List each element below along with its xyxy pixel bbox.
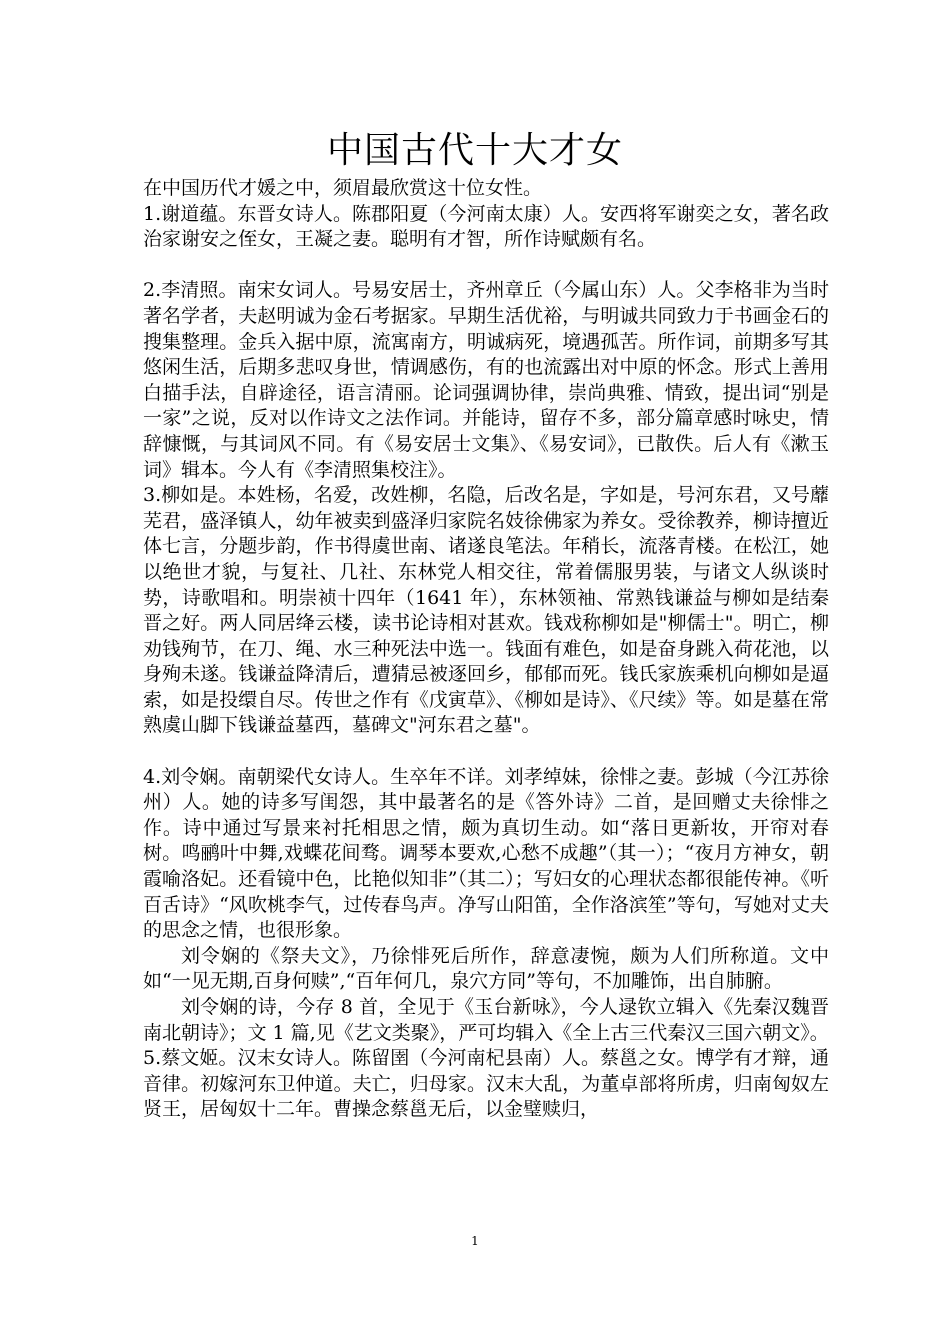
paragraph-liu-lingxian-works: 刘令娴的诗，今存 8 首，全见于《玉台新咏》，今人逯钦立辑入《先秦汉魏晋南北朝诗》；文 1 篇,见《艺文类聚》，严可均辑入《全上古三代秦汉三国六朝文》。 [143,996,829,1044]
paragraph-liu-lingxian: 4.刘令娴。南朝梁代女诗人。生卒年不详。刘孝绰妹，徐悱之妻。彭城（今江苏徐州）人。她的诗多写闺怨，其中最著名的是《答外诗》二首，是回赠丈夫徐悱之作。诗中通过写景来衬托相思之情，颇为真切生动。如“落日更新妆，开帘对春树。鸣鹂叶中舞,戏蝶花间骛。调琴本要欢,心愁不成趣”（其一）；“夜月方神女，朝霞喻洛妃。还看镜中色，比艳似知非”（其二）；写妇女的心理状态都很能传神。《听百舌诗》“风吹桃李气，过传春鸟声。净写山阳笛，全作洛滨笙”等句，写她对丈夫的思念之情，也很形象。 [143,765,829,942]
page-number: 1 [471,1234,479,1248]
page-subtitle: 在中国历代才媛之中，须眉最欣赏这十位女性。 [143,177,543,199]
paragraph-spacer [143,739,829,765]
paragraph-xie-daoyun: 1.谢道蕴。东晋女诗人。陈郡阳夏（今河南太康）人。安西将军谢奕之女，著名政治家谢安之侄女，王凝之妻。聪明有才智，所作诗赋颇有名。 [143,202,829,251]
paragraph-cai-wenji: 5.蔡文姬。汉末女诗人。陈留圉（今河南杞县南）人。蔡邕之女。博学有才辩，通音律。初嫁河东卫仲道。夫亡，归母家。汉末大乱，为董卓部将所虏，归南匈奴左贤王，居匈奴十二年。曹操念蔡邕无后，以金璧赎归， [143,1047,829,1121]
paragraph-liu-lingxian-jifuwen: 刘令娴的《祭夫文》，乃徐悱死后所作，辞意凄惋，颇为人们所称道。文中如“一见无期,百身何赎”,“百年何几，泉穴方同”等句，不加雕饰，出自肺腑。 [143,944,829,993]
document-body [143,176,829,1123]
paragraph-spacer [143,253,829,279]
paragraph-li-qingzhao: 2.李清照。南宋女词人。号易安居士，齐州章丘（今属山东）人。父李格非为当时著名学者，夫赵明诚为金石考据家。早期生活优裕，与明诚共同致力于书画金石的搜集整理。金兵入据中原，流寓南方，明诚病死，境遇孤苦。所作词，前期多写其悠闲生活，后期多悲叹身世，情调感伤，有的也流露出对中原的怀念。形式上善用白描手法，自辟途径，语言清丽。论词强调协律，崇尚典雅、情致，提出词“别是一家”之说，反对以作诗文之法作词。并能诗，留存不多，部分篇章感时咏史，情辞慷慨，与其词风不同。有《易安居士文集》、《易安词》，已散佚。后人有《漱玉词》辑本。今人有《李清照集校注》。 [143,279,829,481]
paragraph-liu-rushi: 3.柳如是。本姓杨，名爱，改姓柳，名隐，后改名是，字如是，号河东君，又号蘼芜君，盛泽镇人，幼年被卖到盛泽归家院名妓徐佛家为养女。受徐教养，柳诗擅近体七言，分题步韵，作书得虞世南、诸遂良笔法。年稍长，流落青楼。在松江，她以绝世才貌，与复社、几社、东林党人相交往，常着儒服男装，与诸文人纵谈时势，诗歌唱和。明崇祯十四年（1641 年），东林领袖、常熟钱谦益与柳如是结秦晋之好。两人同居绛云楼，读书论诗相对甚欢。钱戏称柳如是"柳儒士"。明亡，柳劝钱殉节，在刀、绳、水三种死法中选一。钱面有难色，如是奋身跳入荷花池，以身殉未遂。钱谦益降清后，遭猜忌被逐回乡，郁郁而死。钱氏家族乘机向柳如是逼索，如是投缳自尽。传世之作有《戊寅草》、《柳如是诗》、《尺续》等。如是墓在常熟虞山脚下钱谦益墓西，墓碑文"河东君之墓"。 [143,484,829,737]
page-title: 中国古代十大才女 [326,130,623,171]
